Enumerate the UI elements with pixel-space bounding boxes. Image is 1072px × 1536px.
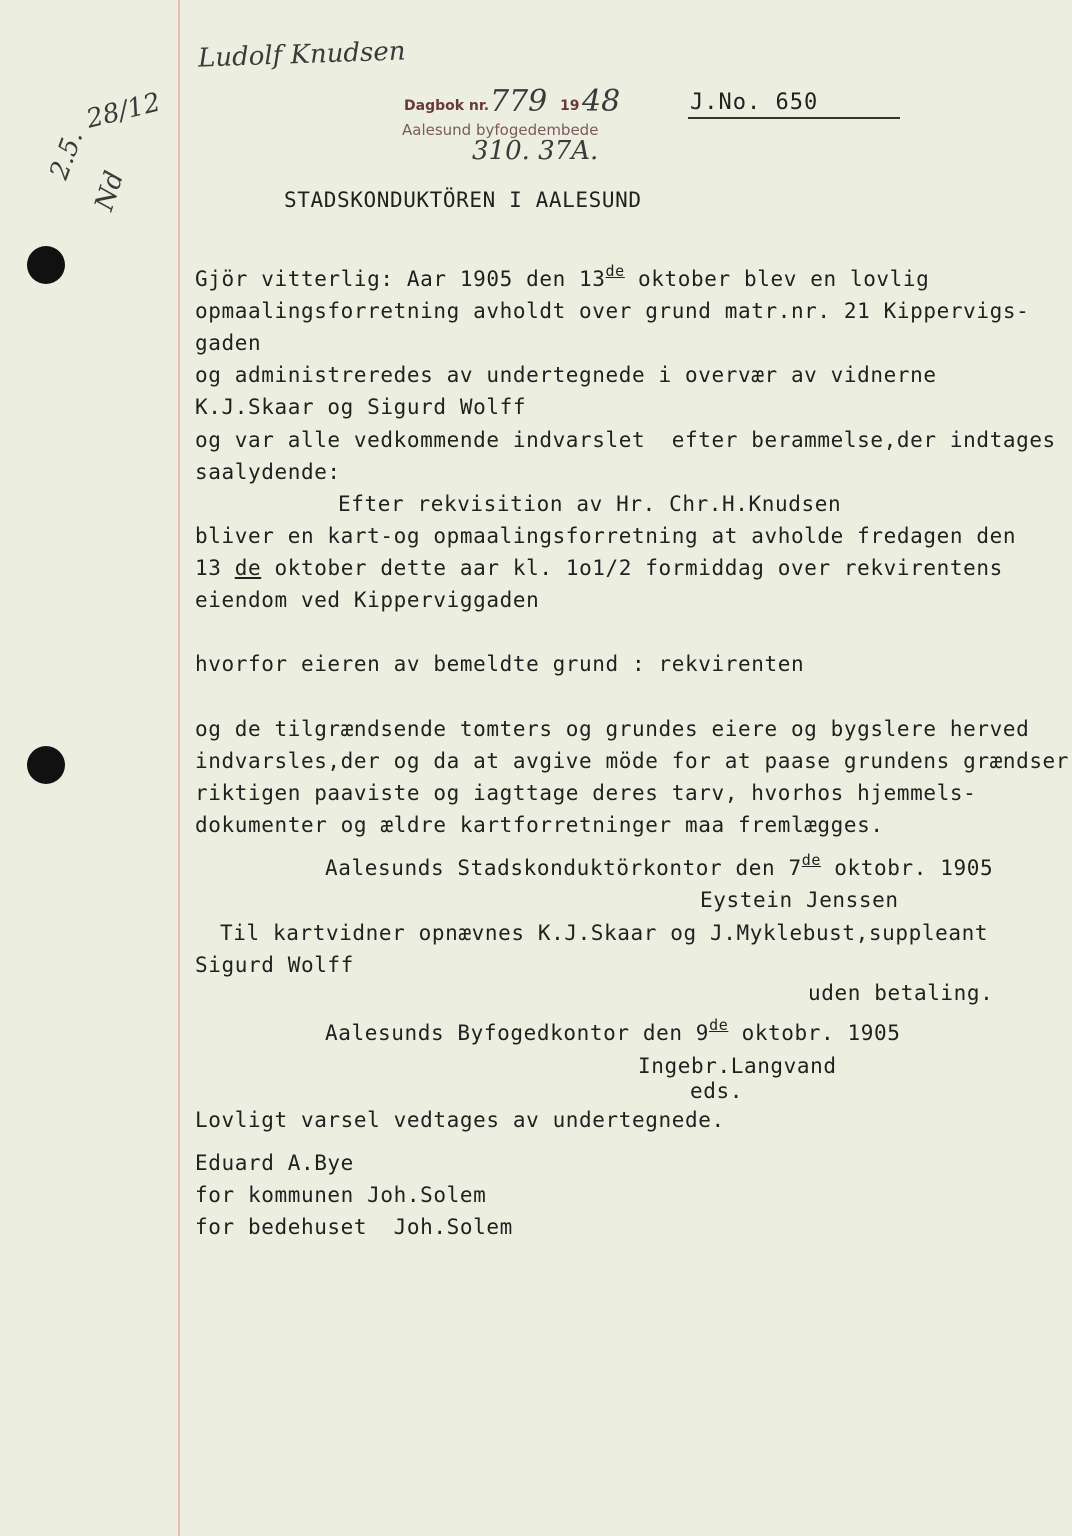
stamp-office: Aalesund byfogedembede <box>402 121 599 139</box>
body-line <box>325 851 994 883</box>
body-line: Lovligt varsel vedtages av undertegnede. <box>195 1108 725 1132</box>
body-line: gaden <box>195 331 262 355</box>
body-text: oktobr. 1905 <box>728 1021 901 1045</box>
ordinal-underlined: de <box>234 556 262 580</box>
ordinal-sup: de <box>709 1016 729 1034</box>
body-line: Til kartvidner opnævnes K.J.Skaar og J.Myklebust,suppleant <box>220 921 989 945</box>
ordinal-sup: de <box>605 262 625 280</box>
body-line: Efter rekvisition av Hr. Chr.H.Knudsen <box>338 492 842 516</box>
signature-line: for kommunen Joh.Solem <box>195 1183 487 1207</box>
handwritten-ref-number: 310. 37A. <box>472 136 599 166</box>
body-line: saalydende: <box>195 460 341 484</box>
body-text: Aalesunds Stadskonduktörkontor den 7 <box>325 856 802 880</box>
body-line: bliver en kart-og opmaalingsforretning at avholde fredagen den <box>195 524 1017 548</box>
body-line: K.J.Skaar og Sigurd Wolff <box>195 395 527 419</box>
body-line: dokumenter og ældre kartforretninger maa fremlægges. <box>195 813 884 837</box>
body-line: Sigurd Wolff <box>195 953 354 977</box>
body-line: uden betaling. <box>808 981 994 1005</box>
handwritten-margin-initials: 2.5. <box>44 126 90 184</box>
journal-value: 650 <box>775 90 819 115</box>
document-heading: STADSKONDUKTÖREN I AALESUND <box>284 188 642 212</box>
signature-line: Eystein Jenssen <box>700 888 899 912</box>
journal-number <box>690 90 818 115</box>
body-line: og var alle vedkommende indvarslet efter berammelse,der indtages <box>195 428 1056 452</box>
body-text: 13 <box>195 556 235 580</box>
body-line: og administreredes av undertegnede i overvær av vidnerne <box>195 363 937 387</box>
body-line: eiendom ved Kipperviggaden <box>195 588 540 612</box>
punch-hole <box>27 246 65 284</box>
handwritten-margin-date: 28/12 <box>83 87 164 135</box>
body-line: indvarsles,der og da at avgive möde for at paase grundens grændser <box>195 749 1070 773</box>
ordinal-sup: de <box>801 851 822 869</box>
body-text: oktober blev en lovlig <box>624 267 930 291</box>
body-text: Aalesunds Byfogedkontor den 9 <box>325 1021 710 1045</box>
signature-line: eds. <box>690 1079 743 1103</box>
body-line: opmaalingsforretning avholdt over grund matr.nr. 21 Kippervigs- <box>195 299 1030 323</box>
journal-label: J.No. <box>690 90 762 115</box>
body-text: oktobr. 1905 <box>821 856 994 880</box>
stamp-dagbok-label: Dagbok nr. <box>404 98 490 114</box>
body-line: og de tilgrændsende tomters og grundes eiere og bygslere herved <box>195 717 1030 741</box>
body-line: hvorfor eieren av bemeldte grund : rekvirenten <box>195 652 805 676</box>
signature-line: Eduard A.Bye <box>195 1151 354 1175</box>
signature-line: for bedehuset Joh.Solem <box>195 1215 513 1239</box>
handwritten-dagbok-number: 779 <box>490 84 548 119</box>
stamp-year-prefix: 19 <box>560 98 580 114</box>
signature-line: Ingebr.Langvand <box>638 1054 837 1078</box>
margin-rule <box>178 0 180 1536</box>
body-line <box>325 1016 901 1048</box>
punch-hole <box>27 746 65 784</box>
body-line: riktigen paaviste og iagttage deres tarv, hvorhos hjemmels- <box>195 781 977 805</box>
body-line <box>195 262 930 294</box>
body-line <box>195 555 1003 581</box>
body-text: Gjör vitterlig: Aar 1905 den 13 <box>195 267 606 291</box>
handwritten-dagbok-year: 48 <box>582 84 621 119</box>
handwritten-name: Ludolf Knudsen <box>197 36 407 74</box>
journal-underline <box>688 117 900 119</box>
handwritten-margin-signature: Nd <box>89 167 131 215</box>
body-text: oktober dette aar kl. 1o1/2 formiddag over rekvirentens <box>261 556 1003 580</box>
